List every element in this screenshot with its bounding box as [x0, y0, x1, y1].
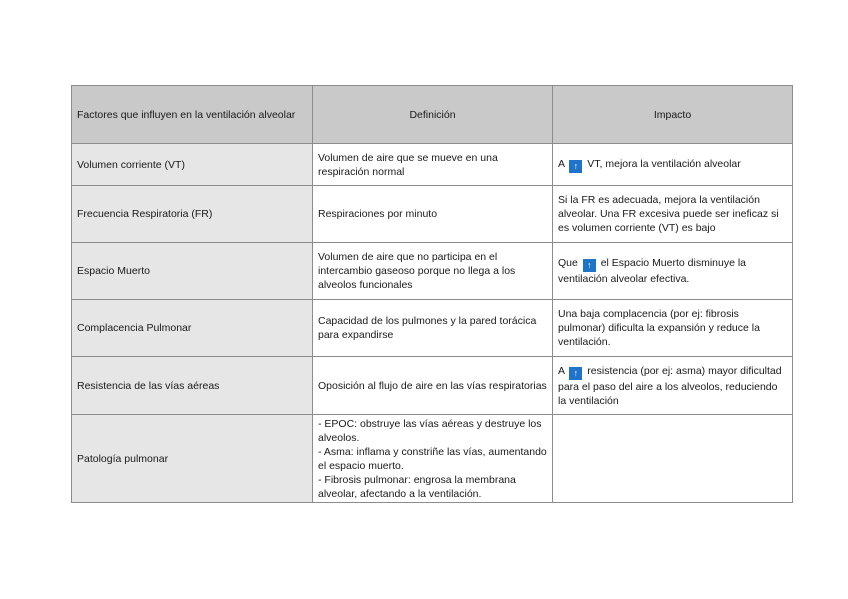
arrow-up-icon: ↑	[583, 259, 596, 272]
header-definition: Definición	[313, 86, 553, 144]
header-impact: Impacto	[553, 86, 793, 144]
table-row	[72, 144, 793, 186]
definition-cell: Oposición al flujo de aire en las vías respiratorias	[313, 357, 553, 415]
impact-text-pre: A	[558, 364, 565, 377]
impact-text-post: el Espacio Muerto disminuye la ventilación alveolar efectiva.	[558, 257, 747, 285]
table-row	[72, 415, 793, 503]
definition-cell: Capacidad de los pulmones y la pared torácica para expandirse	[313, 300, 553, 357]
header-factor: Factores que influyen en la ventilación alveolar	[72, 86, 313, 144]
factor-cell: Resistencia de las vías aéreas	[72, 357, 313, 415]
table-row	[72, 300, 793, 357]
pathology-epoc: - EPOC: obstruye las vías aéreas y destruye los alveolos.	[318, 417, 542, 444]
table-header-row	[72, 86, 793, 144]
definition-cell: Volumen de aire que no participa en el intercambio gaseoso porque no llega a los alveolos funcionales	[313, 243, 553, 300]
impact-text-post: resistencia (por ej: asma) mayor dificultad para el paso del aire a los alveolos, reduciendo la ventilación	[558, 364, 782, 407]
factor-cell: Complacencia Pulmonar	[72, 300, 313, 357]
definition-cell	[313, 415, 553, 503]
factor-cell: Volumen corriente (VT)	[72, 144, 313, 186]
impact-cell	[553, 357, 793, 415]
table-row	[72, 357, 793, 415]
pathology-fibrosis: - Fibrosis pulmonar: engrosa la membrana alveolar, afectando a la ventilación.	[318, 473, 516, 500]
impact-text-pre: Que	[558, 257, 578, 269]
impact-cell: Si la FR es adecuada, mejora la ventilación alveolar. Una FR excesiva puede ser ineficaz si es volumen corriente (VT) es bajo	[553, 186, 793, 243]
impact-cell	[553, 144, 793, 186]
impact-text-post: VT, mejora la ventilación alveolar	[587, 157, 741, 170]
table-row	[72, 186, 793, 243]
impact-text-pre: A	[558, 157, 565, 170]
factors-table	[71, 85, 793, 503]
arrow-up-icon: ↑	[569, 160, 582, 173]
factor-cell: Espacio Muerto	[72, 243, 313, 300]
arrow-up-icon: ↑	[569, 367, 582, 380]
definition-cell: Volumen de aire que se mueve en una respiración normal	[313, 144, 553, 186]
factor-cell: Frecuencia Respiratoria (FR)	[72, 186, 313, 243]
impact-cell: Una baja complacencia (por ej: fibrosis pulmonar) dificulta la expansión y reduce la ventilación.	[553, 300, 793, 357]
factor-cell: Patología pulmonar	[72, 415, 313, 503]
impact-cell	[553, 243, 793, 300]
definition-cell: Respiraciones por minuto	[313, 186, 553, 243]
table-row	[72, 243, 793, 300]
impact-cell	[553, 415, 793, 503]
pathology-asma: - Asma: inflama y constriñe las vías, aumentando el espacio muerto.	[318, 445, 547, 472]
